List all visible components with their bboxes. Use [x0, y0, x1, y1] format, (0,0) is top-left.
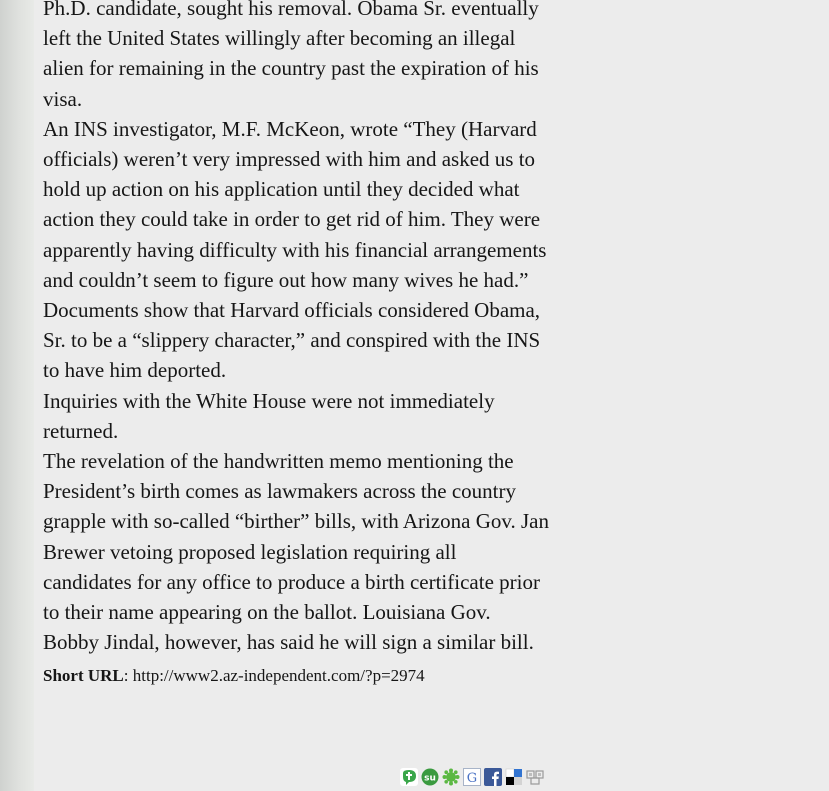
short-url-link[interactable]: http://www2.az-independent.com/?p=2974: [132, 666, 425, 686]
article-paragraph: Inquiries with the White House were not immediately returned.: [43, 388, 495, 443]
short-url-line: [43, 663, 549, 689]
article-paragraph: Ph.D. candidate, sought his removal. Obama Sr. eventually left the United States willingly after becoming an illegal alien for remaining in the country past the expiration of his visa.: [43, 0, 539, 111]
share-bar: [400, 768, 544, 786]
digg-icon[interactable]: [526, 768, 544, 786]
left-gutter: [0, 0, 34, 791]
article-paragraph: The revelation of the handwritten memo mentioning the President’s birth comes as lawmakers across the country grapple with so-called “birther” bills, with Arizona Gov. Jan Brewer vetoing proposed legislation requiring all candidates for any office to produce a birth certificate prior to their name appearing on the ballot. Louisiana Gov. Bobby Jindal, however, has said he will sign a similar bill.: [43, 449, 549, 655]
mixx-icon[interactable]: [442, 768, 460, 786]
facebook-icon[interactable]: [484, 768, 502, 786]
article-paragraph: An INS investigator, M.F. McKeon, wrote “They (Harvard officials) weren’t very impressed with him and asked us to hold up action on his application until they decided what action they could take in order to get rid of him. They were apparently having difficulty with his financial arrangements and couldn’t seem to figure out how many wives he had.”: [43, 116, 547, 292]
article-body: [43, 0, 549, 689]
short-url-label: Short URL: [43, 666, 124, 686]
short-url-separator: :: [123, 666, 133, 686]
svg-text:su: su: [424, 773, 436, 784]
technorati-icon[interactable]: [400, 768, 418, 786]
stumbleupon-icon[interactable]: [421, 768, 439, 786]
delicious-icon[interactable]: [505, 768, 523, 786]
article-paragraph: Documents show that Harvard officials considered Obama, Sr. to be a “slippery character,” and conspired with the INS to have him deported.: [43, 298, 541, 383]
google-bookmarks-icon[interactable]: [463, 768, 481, 786]
svg-text:G: G: [466, 771, 478, 786]
